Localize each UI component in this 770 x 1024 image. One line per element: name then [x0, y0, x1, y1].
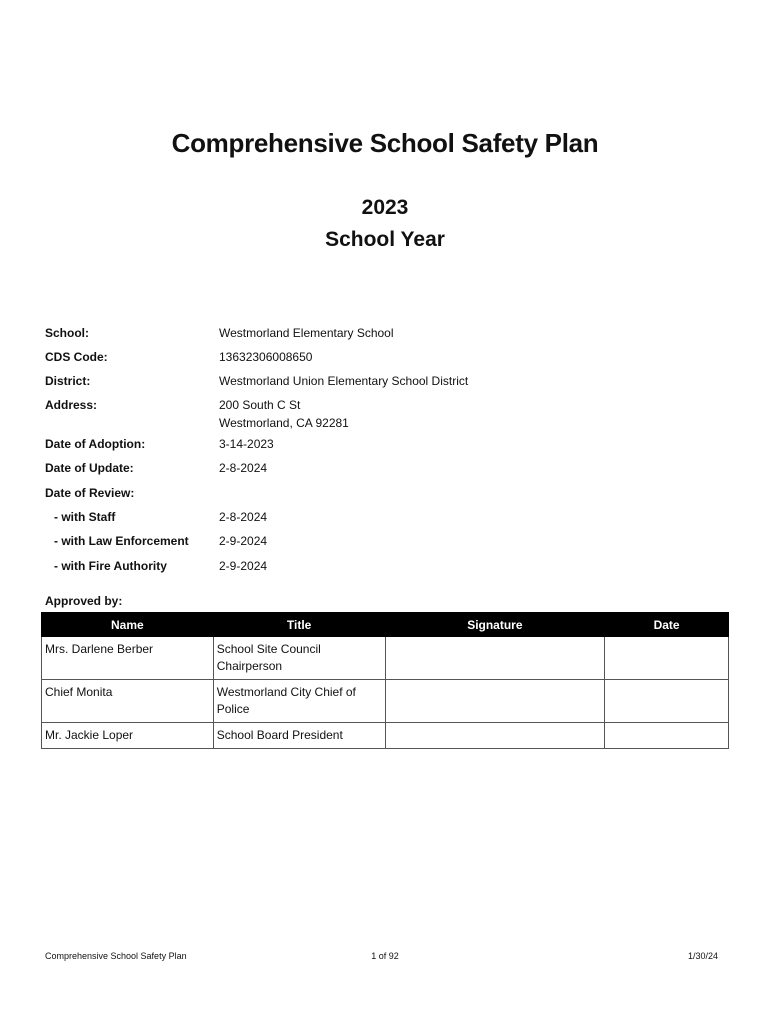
plan-year: 2023: [361, 196, 409, 219]
cell-title: [213, 723, 385, 749]
info-label: Date of Review:: [45, 486, 135, 500]
info-label: Address:: [45, 398, 98, 412]
table-row: [42, 637, 729, 680]
cell-signature: [385, 723, 605, 749]
info-label: CDS Code:: [45, 350, 108, 364]
cell-date: [605, 680, 729, 723]
column-header-date: Date: [605, 613, 729, 637]
info-value: 2-9-2024: [219, 534, 268, 548]
info-label: School:: [45, 326, 89, 340]
title-line: School Site Council: [216, 642, 321, 656]
cell-title: [213, 637, 385, 680]
cell-signature: [385, 637, 605, 680]
title-line: Police: [216, 702, 250, 716]
info-label: - with Staff: [54, 510, 116, 524]
approved-by-heading: Approved by:: [45, 594, 123, 608]
cell-name: Chief Monita: [42, 680, 214, 723]
footer-date: 1/30/24: [687, 951, 718, 961]
info-label: Date of Adoption:: [45, 437, 146, 451]
table-row: [42, 723, 729, 749]
info-label: - with Fire Authority: [54, 559, 167, 573]
cell-date: [605, 637, 729, 680]
title-line: School Board President: [216, 728, 343, 742]
table-header-row: [42, 613, 729, 637]
info-value-line2: Westmorland, CA 92281: [219, 416, 349, 430]
title-line: Westmorland City Chief of: [216, 685, 356, 699]
document-title: Comprehensive School Safety Plan: [171, 128, 599, 158]
info-value: 2-8-2024: [219, 510, 268, 524]
school-year-label: School Year: [325, 228, 445, 251]
cell-signature: [385, 680, 605, 723]
cell-name: Mrs. Darlene Berber: [42, 637, 214, 680]
info-value: 2-8-2024: [219, 461, 268, 475]
footer-document-name: Comprehensive School Safety Plan: [45, 951, 187, 961]
info-value: Westmorland Elementary School: [219, 326, 394, 340]
info-label: District:: [45, 374, 91, 388]
info-label: - with Law Enforcement: [54, 534, 189, 548]
info-value: 200 South C St: [219, 398, 301, 412]
info-value: Westmorland Union Elementary School District: [219, 374, 469, 388]
approval-table: [41, 612, 729, 749]
cell-date: [605, 723, 729, 749]
column-header-title: Title: [213, 613, 385, 637]
info-value: 13632306008650: [219, 350, 313, 364]
info-value: 3-14-2023: [219, 437, 274, 451]
info-label: Date of Update:: [45, 461, 134, 475]
footer-page-number: 1 of 92: [371, 951, 399, 961]
column-header-signature: Signature: [385, 613, 605, 637]
table-row: [42, 680, 729, 723]
cell-title: [213, 680, 385, 723]
column-header-name: Name: [42, 613, 214, 637]
title-line: Chairperson: [216, 659, 283, 673]
info-value: 2-9-2024: [219, 559, 268, 573]
cell-name: Mr. Jackie Loper: [42, 723, 214, 749]
